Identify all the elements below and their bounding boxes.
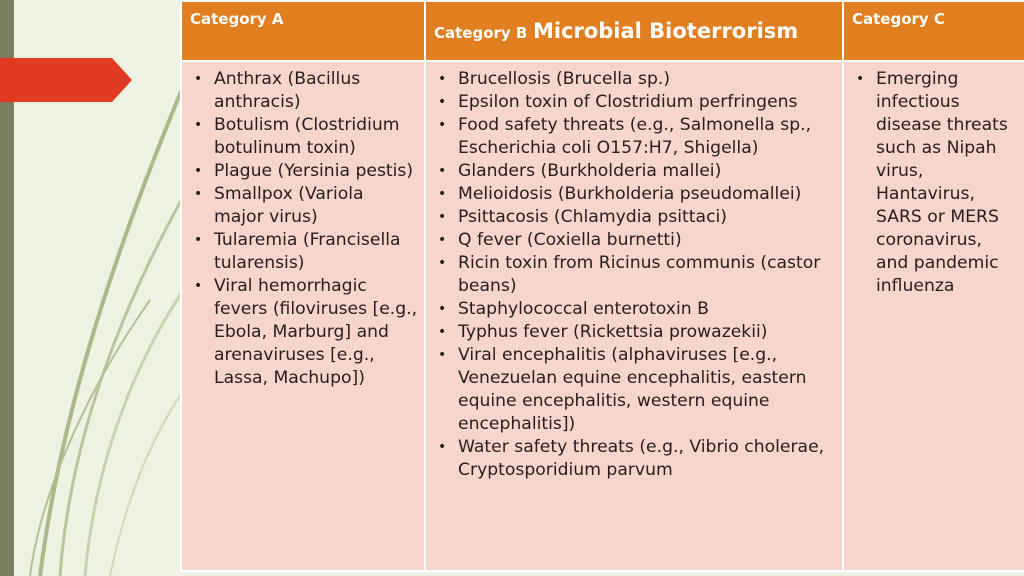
slide-title: Microbial Bioterrorism bbox=[532, 19, 799, 43]
category-c-cell bbox=[843, 61, 1024, 571]
list-item: • Typhus fever (Rickettsia prowazekii) bbox=[434, 321, 836, 344]
list-item: • Psittacosis (Chlamydia psittaci) bbox=[434, 206, 836, 229]
list-item: • Q fever (Coxiella burnetti) bbox=[434, 229, 836, 252]
list-item: • Anthrax (Bacillus anthracis) bbox=[190, 68, 418, 114]
list-item: • Brucellosis (Brucella sp.) bbox=[434, 68, 836, 91]
header-category-a bbox=[181, 1, 425, 61]
list-item: • Melioidosis (Burkholderia pseudomallei) bbox=[434, 183, 836, 206]
category-b-list bbox=[434, 68, 836, 482]
list-item: • Epsilon toxin of Clostridium perfringens bbox=[434, 91, 836, 114]
content-row bbox=[181, 61, 1024, 571]
list-item: • Glanders (Burkholderia mallei) bbox=[434, 160, 836, 183]
header-category-a-label: Category A bbox=[190, 10, 284, 28]
header-category-b-label: Category B bbox=[434, 24, 528, 42]
list-item: • Water safety threats (e.g., Vibrio cholerae, Cryptosporidium parvum bbox=[434, 436, 836, 482]
category-a-list bbox=[190, 68, 418, 390]
list-item: • Smallpox (Variola major virus) bbox=[190, 183, 418, 229]
header-category-b bbox=[425, 1, 843, 61]
category-c-list bbox=[852, 68, 1019, 298]
category-b-cell bbox=[425, 61, 843, 571]
bioterrorism-table bbox=[180, 0, 1024, 572]
category-a-cell bbox=[181, 61, 425, 571]
list-item: • Tularemia (Francisella tularensis) bbox=[190, 229, 418, 275]
arrow-decoration bbox=[0, 58, 132, 102]
header-category-c-label: Category C bbox=[852, 10, 945, 28]
list-item: • Viral encephalitis (alphaviruses [e.g., Venezuelan equine encephalitis, eastern equine encephalitis, western equine encephalitis]) bbox=[434, 344, 836, 436]
header-category-c bbox=[843, 1, 1024, 61]
header-row bbox=[181, 1, 1024, 61]
list-item: • Viral hemorrhagic fevers (filoviruses [e.g., Ebola, Marburg] and arenaviruses [e.g., Lassa, Machupo]) bbox=[190, 275, 418, 390]
list-item: • Staphylococcal enterotoxin B bbox=[434, 298, 836, 321]
list-item: • Plague (Yersinia pestis) bbox=[190, 160, 418, 183]
list-item: • Botulism (Clostridium botulinum toxin) bbox=[190, 114, 418, 160]
list-item: • Emerging infectious disease threats such as Nipah virus, Hantavirus, SARS or MERS coronavirus, and pandemic influenza bbox=[852, 68, 1019, 298]
list-item: • Food safety threats (e.g., Salmonella sp., Escherichia coli O157:H7, Shigella) bbox=[434, 114, 836, 160]
list-item: • Ricin toxin from Ricinus communis (castor beans) bbox=[434, 252, 836, 298]
